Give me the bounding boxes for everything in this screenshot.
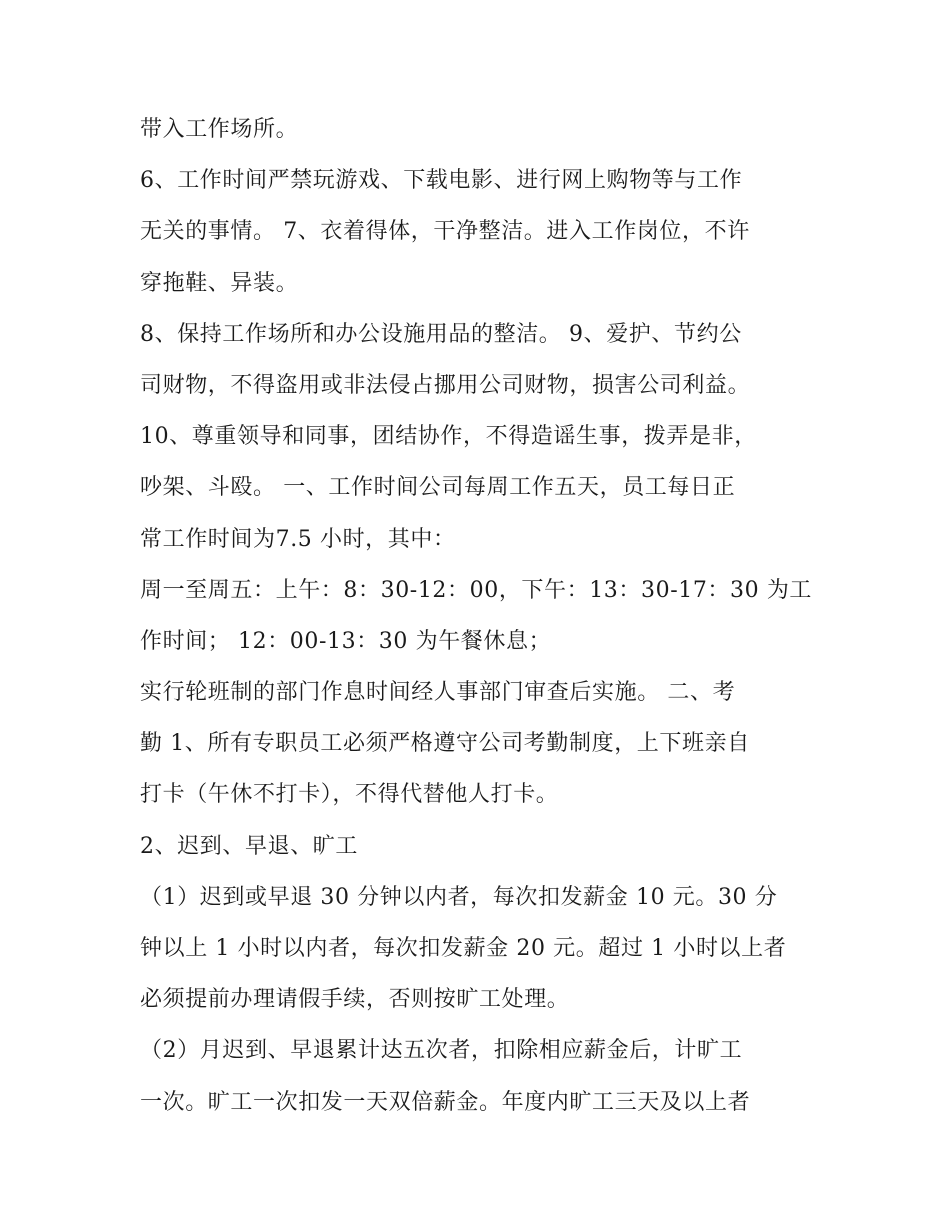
text-line: 一次。旷工一次扣发一天双倍薪金。年度内旷工三天及以上者 [140,1089,751,1115]
text-line: 打卡（午休不打卡），不得代替他人打卡。 [140,782,559,808]
text-line: 6、工作时间严禁玩游戏、下载电影、进行网上购物等与工作 [140,168,743,194]
text-line: 常工作时间为7.5 小时，其中： [140,526,456,552]
text-line: 作时间； 12：00-13：30 为午餐休息； [140,628,552,654]
text-line: 8、保持工作场所和办公设施用品的整洁。 9、爱护、节约公 [140,321,742,347]
text-line: 实行轮班制的部门作息时间经人事部门审查后实施。 二、考 [140,680,736,706]
text-line: 2、迟到、早退、旷工 [140,833,358,859]
text-line: 周一至周五：上午：8：30-12：00，下午：13：30-17：30 为工 [140,577,813,603]
text-line: 穿拖鞋、异装。 [140,270,299,296]
text-line: 10、尊重领导和同事，团结协作，不得造谣生事，拨弄是非， [140,424,757,450]
document-body [140,104,820,1128]
text-line: 必须提前办理请假手续，否则按旷工处理。 [140,987,570,1013]
text-line: （2）月迟到、早退累计达五次者，扣除相应薪金后，计旷工 [140,1038,743,1064]
text-line: 司财物，不得盗用或非法侵占挪用公司财物，损害公司利益。 [140,372,751,398]
text-line: 无关的事情。 7、衣着得体，干净整洁。进入工作岗位，不许 [140,219,750,245]
text-line: （1）迟到或早退 30 分钟以内者，每次扣发薪金 10 元。30 分 [140,884,778,910]
text-line: 勤 1、所有专职员工必须严格遵守公司考勤制度，上下班亲自 [140,731,750,757]
text-line: 带入工作场所。 [140,117,299,142]
text-line: 钟以上 1 小时以内者，每次扣发薪金 20 元。超过 1 小时以上者 [140,936,787,961]
text-line: 吵架、斗殴。 一、工作时间公司每周工作五天，员工每日正 [140,475,736,501]
